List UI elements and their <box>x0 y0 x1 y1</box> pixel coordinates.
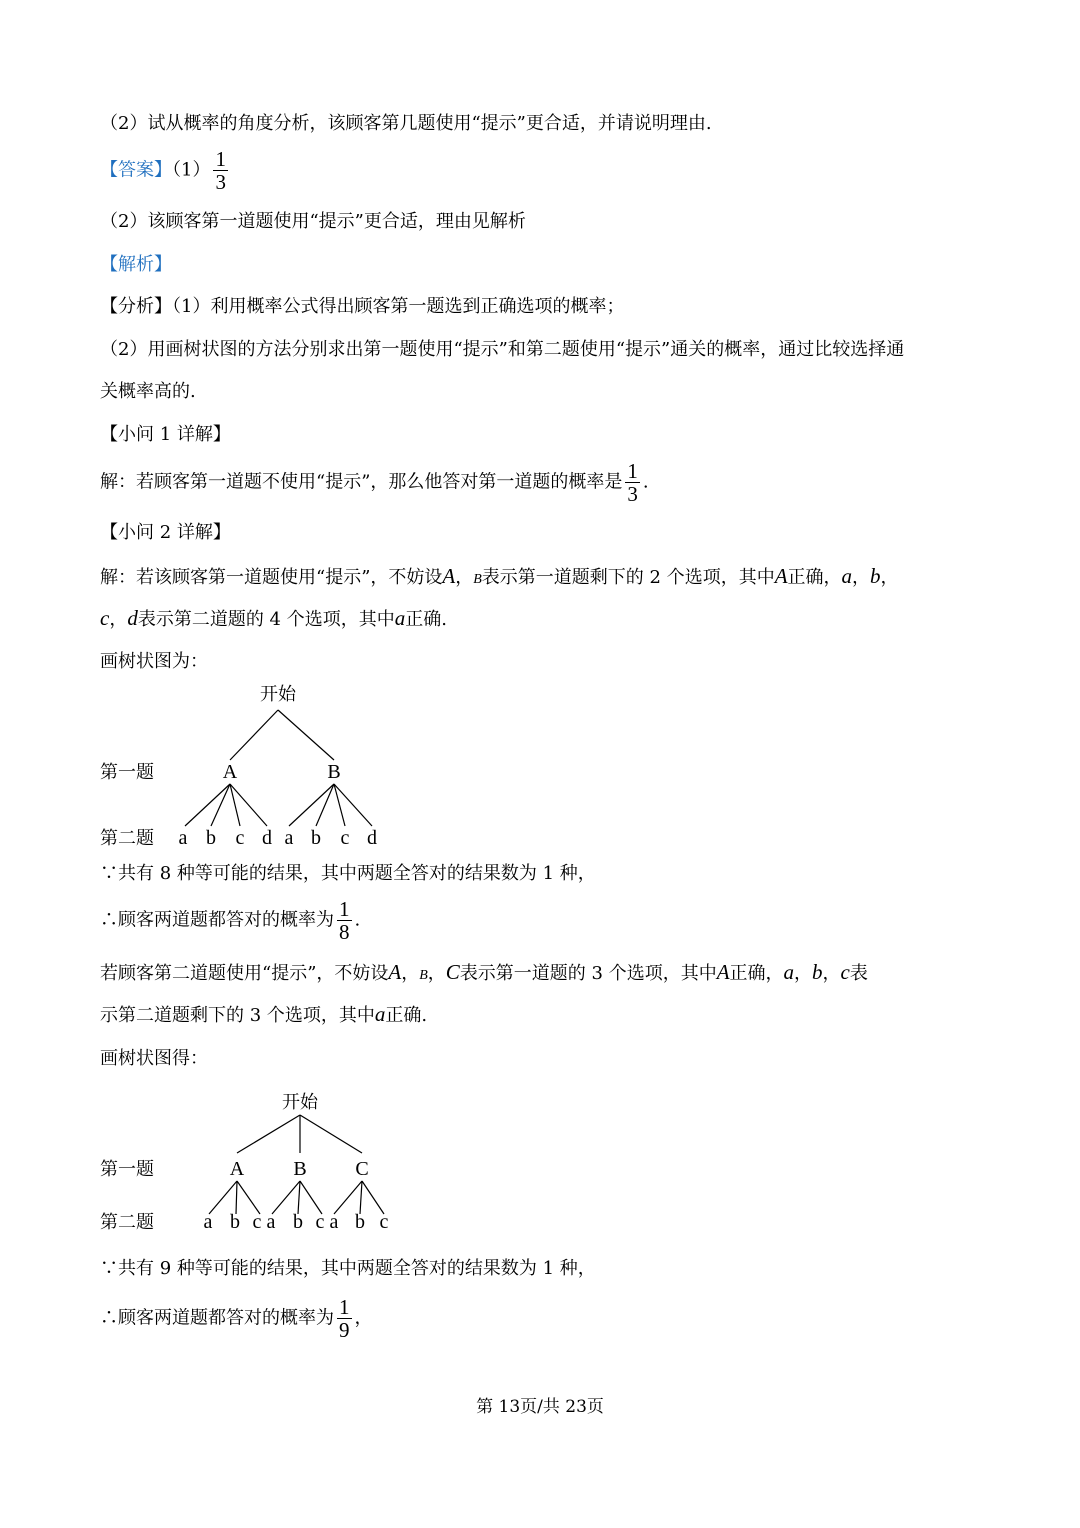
text-run: 表示第二道题的 4 个选项，其中 <box>137 609 395 630</box>
answer-line-1 <box>100 148 231 193</box>
sub2-heading: 【小问 2 详解】 <box>100 522 231 543</box>
tree2-leaf: a <box>266 1211 276 1233</box>
tree1-leaf: c <box>235 827 245 849</box>
text-run: ∴顾客两道题都答对的概率为 <box>100 1307 334 1329</box>
tree2-edge <box>362 1181 384 1214</box>
math-var: B <box>473 572 482 587</box>
sub1-solution <box>100 460 649 505</box>
text-run: . <box>354 909 361 931</box>
text-run: 正确. <box>405 609 447 630</box>
math-var: c <box>100 606 110 630</box>
tree1-leaf: b <box>206 827 216 849</box>
tree1-level2-label: 第二题 <box>100 828 154 849</box>
answer-fraction <box>213 148 228 193</box>
sub2-para-1 <box>100 564 899 592</box>
tree-diagram-2 <box>0 1080 1080 1240</box>
text-run: ， <box>852 567 871 588</box>
tree2-edge <box>237 1115 300 1153</box>
tree2-edge <box>209 1181 237 1214</box>
result-1: ∵共有 8 种等可能的结果，其中两题全答对的结果数为 1 种， <box>100 863 596 884</box>
tree2-edge <box>237 1181 260 1214</box>
result-3: ∵共有 9 种等可能的结果，其中两题全答对的结果数为 1 种， <box>100 1258 596 1279</box>
tree1-node-A: A <box>222 761 238 783</box>
text-run: ， <box>401 963 420 984</box>
tree2-leaf: c <box>252 1211 262 1233</box>
sub2-para-4 <box>100 1002 427 1028</box>
fraction-numerator: 1 <box>215 147 226 171</box>
tree2-leaf: b <box>230 1211 240 1233</box>
tree1-root: 开始 <box>260 684 296 705</box>
tree1-leaf: d <box>367 827 377 849</box>
text-run: 表示第一道题的 3 个选项，其中 <box>459 963 717 984</box>
tree2-edge <box>272 1181 300 1214</box>
math-var: C <box>445 960 460 984</box>
math-var: A <box>716 960 730 984</box>
tree1-leaf: b <box>311 827 321 849</box>
tree2-node-C: C <box>355 1158 369 1180</box>
analysis-tag: 【解析】 <box>100 254 172 275</box>
text-run: ∴顾客两道题都答对的概率为 <box>100 909 334 931</box>
math-var: a <box>783 960 795 984</box>
fraction-numerator: 1 <box>339 1295 350 1319</box>
math-var: a <box>841 564 853 588</box>
result-2-fraction <box>337 898 352 943</box>
math-var: A <box>388 960 402 984</box>
tree1-leaf: d <box>262 827 272 849</box>
tree-intro-1: 画树状图为： <box>100 651 208 672</box>
answer-part1-label: （1） <box>172 159 211 181</box>
tree1-edge <box>211 784 230 826</box>
tree-intro-2: 画树状图得： <box>100 1048 208 1069</box>
tree2-leaf: b <box>355 1211 365 1233</box>
page-footer: 第 13页/共 23页 <box>476 1397 604 1417</box>
sub2-para-3 <box>100 960 868 988</box>
tree2-edge <box>334 1181 362 1214</box>
fraction-numerator: 1 <box>627 459 638 483</box>
math-var: B <box>419 968 428 983</box>
tree1-leaf: c <box>340 827 350 849</box>
math-var: d <box>127 606 138 630</box>
tree1-edge <box>185 784 230 826</box>
text-run: ， <box>354 1307 373 1329</box>
text-run: ， <box>822 963 841 984</box>
math-var: A <box>774 564 788 588</box>
tree2-root: 开始 <box>282 1092 318 1113</box>
result-4 <box>100 1296 373 1341</box>
answer-tag: 【答案】 <box>100 159 172 181</box>
sub1-period: . <box>642 471 649 493</box>
sub1-text: 解：若顾客第一道题不使用“提示”，那么他答对第一道题的概率是 <box>100 471 623 493</box>
result-4-fraction <box>337 1296 352 1341</box>
text-run: 若顾客第二道题使用“提示”，不妨设 <box>100 963 389 984</box>
answer-part2: （2）该顾客第一道题使用“提示”更合适，理由见解析 <box>100 211 526 232</box>
result-2 <box>100 898 360 943</box>
math-var: b <box>812 960 823 984</box>
text-run: 表示第一道题剩下的 2 个选项，其中 <box>481 567 775 588</box>
fraction-denominator: 3 <box>627 482 638 506</box>
math-var: A <box>442 564 456 588</box>
tree1-level1-label: 第一题 <box>100 762 154 783</box>
tree2-edge <box>298 1181 300 1214</box>
text-run: ， <box>109 609 128 630</box>
text-run: ， <box>880 567 899 588</box>
math-var: a <box>394 606 406 630</box>
tree1-node-B: B <box>327 761 341 783</box>
tree1-edge <box>289 784 334 826</box>
tree2-edge <box>300 1181 322 1214</box>
tree1-edge <box>230 710 278 760</box>
tree2-node-B: B <box>293 1158 307 1180</box>
tree1-leaf: a <box>178 827 188 849</box>
text-run: 正确. <box>385 1005 428 1026</box>
tree2-leaf: c <box>379 1211 389 1233</box>
text-run: 正确， <box>729 963 784 984</box>
fraction-denominator: 9 <box>339 1318 350 1342</box>
tree-diagram-1 <box>0 670 1080 860</box>
text-run: ， <box>455 567 474 588</box>
text-run: 示第二道题剩下的 3 个选项，其中 <box>100 1005 375 1026</box>
text-run: 解：若该顾客第一道题使用“提示”，不妨设 <box>100 567 443 588</box>
sub2-para-2 <box>100 606 447 632</box>
text-run: 表 <box>849 963 868 984</box>
question-2-text: （2）试从概率的角度分析，该顾客第几题使用“提示”更合适，并请说明理由. <box>100 113 712 134</box>
text-run: ， <box>794 963 813 984</box>
analysis-fenxi-1: 【分析】（1）利用概率公式得出顾客第一题选到正确选项的概率； <box>100 296 625 317</box>
math-var: a <box>374 1002 386 1026</box>
tree2-edge <box>360 1181 362 1214</box>
fraction-numerator: 1 <box>339 897 350 921</box>
fraction-denominator: 3 <box>215 170 226 194</box>
text-run: 正确， <box>787 567 842 588</box>
sub1-heading: 【小问 1 详解】 <box>100 424 231 445</box>
fraction-denominator: 8 <box>339 920 350 944</box>
tree2-leaf: a <box>203 1211 213 1233</box>
math-var: c <box>840 960 850 984</box>
text-run: ， <box>427 963 446 984</box>
tree2-level2-label: 第二题 <box>100 1212 154 1233</box>
tree2-leaf: a <box>329 1211 339 1233</box>
analysis-fenxi-2b: 关概率高的. <box>100 381 196 402</box>
sub1-fraction <box>625 460 640 505</box>
tree2-edge <box>236 1181 237 1214</box>
math-var: b <box>870 564 881 588</box>
tree2-leaf: c <box>315 1211 325 1233</box>
analysis-fenxi-2a: （2）用画树状图的方法分别求出第一题使用“提示”和第二题使用“提示”通关的概率，通过比较选择通 <box>100 339 905 360</box>
tree1-edge <box>316 784 334 826</box>
tree2-leaf: b <box>293 1211 303 1233</box>
tree2-edge <box>300 1115 362 1153</box>
tree2-level1-label: 第一题 <box>100 1159 154 1180</box>
tree2-node-A: A <box>229 1158 245 1180</box>
tree1-leaf: a <box>284 827 294 849</box>
tree1-edge <box>278 710 334 760</box>
